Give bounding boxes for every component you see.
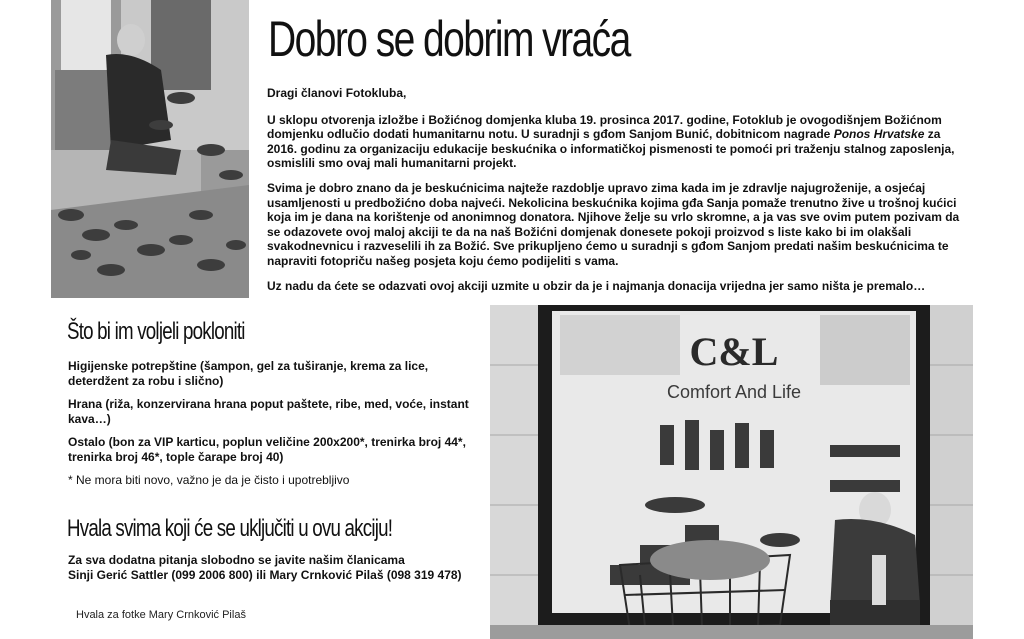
gifts-heading: Što bi im voljeli pokloniti xyxy=(67,318,245,345)
shop-tagline: Comfort And Life xyxy=(666,382,802,402)
gift-item-other: Ostalo (bon za VIP karticu, poplun veličine 200x200*, trenirka broj 44*, trenirka broj 46*, tople čarape broj 40) xyxy=(68,435,466,464)
contact-line-2: Sinji Gerić Sattler (099 2006 800) ili Mary Crnković Pilaš (098 319 478) xyxy=(68,567,462,582)
paragraph-1: U sklopu otvorenja izložbe i Božićnog domjenka kluba 19. prosinca 2017. godine, Fotoklub je ovogodišnjem Božićnom domjenku odlučio dodati humanitarnu notu. U suradnji s gđom Sanjom Bunić, dobitnicom nagrade Ponos Hrvatske za 2016. godinu za organizaciju edukacije beskućnika o informatičkoj pismenosti te pomoći pri traženju stalnog zaposlenja, osmislili smo ovaj mali humanitarni projekt. xyxy=(267,112,955,171)
award-name: Ponos Hrvatske xyxy=(833,127,925,142)
photo-man-feeding-pigeons xyxy=(51,0,249,298)
salutation: Dragi članovi Fotokluba, xyxy=(267,86,407,100)
contact-line-1: Za sva dodatna pitanja slobodno se javite našim članicama xyxy=(68,553,405,567)
page-title: Dobro se dobrim vraća xyxy=(268,11,630,67)
shop-logo: C&L xyxy=(689,329,779,374)
gift-list xyxy=(68,359,488,497)
photo-credit: Hvala za fotke Mary Crnković Pilaš xyxy=(76,609,246,621)
gift-item-food: Hrana (riža, konzervirana hrana poput paštete, ribe, med, voće, instant kava…) xyxy=(68,397,469,426)
paragraph-2: Svima je dobro znano da je beskućnicima najteže razdoblje upravo zima kada im je zdravlje najugroženije, a osjećaj usamljenosti u predbožićno doba najveći. Nekolicina beskućnika kojima gđa Sanja pomaže trenutno žive u trošnoj kućici koja im je dana na korištenje od anonimnog donatora. Njihove želje su vrlo skromne, a ja vas sve ovim putem pozivam da se odazovete ovoj maloj akciji te da na naš Božićni domjenak donesete pokoji proizvod s liste kako bi im olakšali svakodnevnicu i razveselili ih za Božić. Sve prikupljeno ćemo u suradnji s gđom Sanjom predati našim beskućnicima te napraviti fotopriču našeg posjeta koju ćemo podijeliti s vama. xyxy=(267,180,960,268)
gift-note: * Ne mora biti novo, važno je da je čisto i upotrebljivo xyxy=(68,473,350,487)
photo-man-by-shop-window xyxy=(490,305,973,639)
thanks-heading: Hvala svima koji će se uključiti u ovu akciju! xyxy=(67,515,393,542)
gift-item-hygiene: Higijenske potrepštine (šampon, gel za tuširanje, krema za lice, deterdžent za robu i slično) xyxy=(68,359,429,388)
contact-info xyxy=(68,553,488,582)
paragraph-3: Uz nadu da ćete se odazvati ovoj akciji uzmite u obzir da je i najmanja donacija vrijedna jer samo ništa je premalo… xyxy=(267,278,926,293)
intro-letter xyxy=(267,86,967,303)
